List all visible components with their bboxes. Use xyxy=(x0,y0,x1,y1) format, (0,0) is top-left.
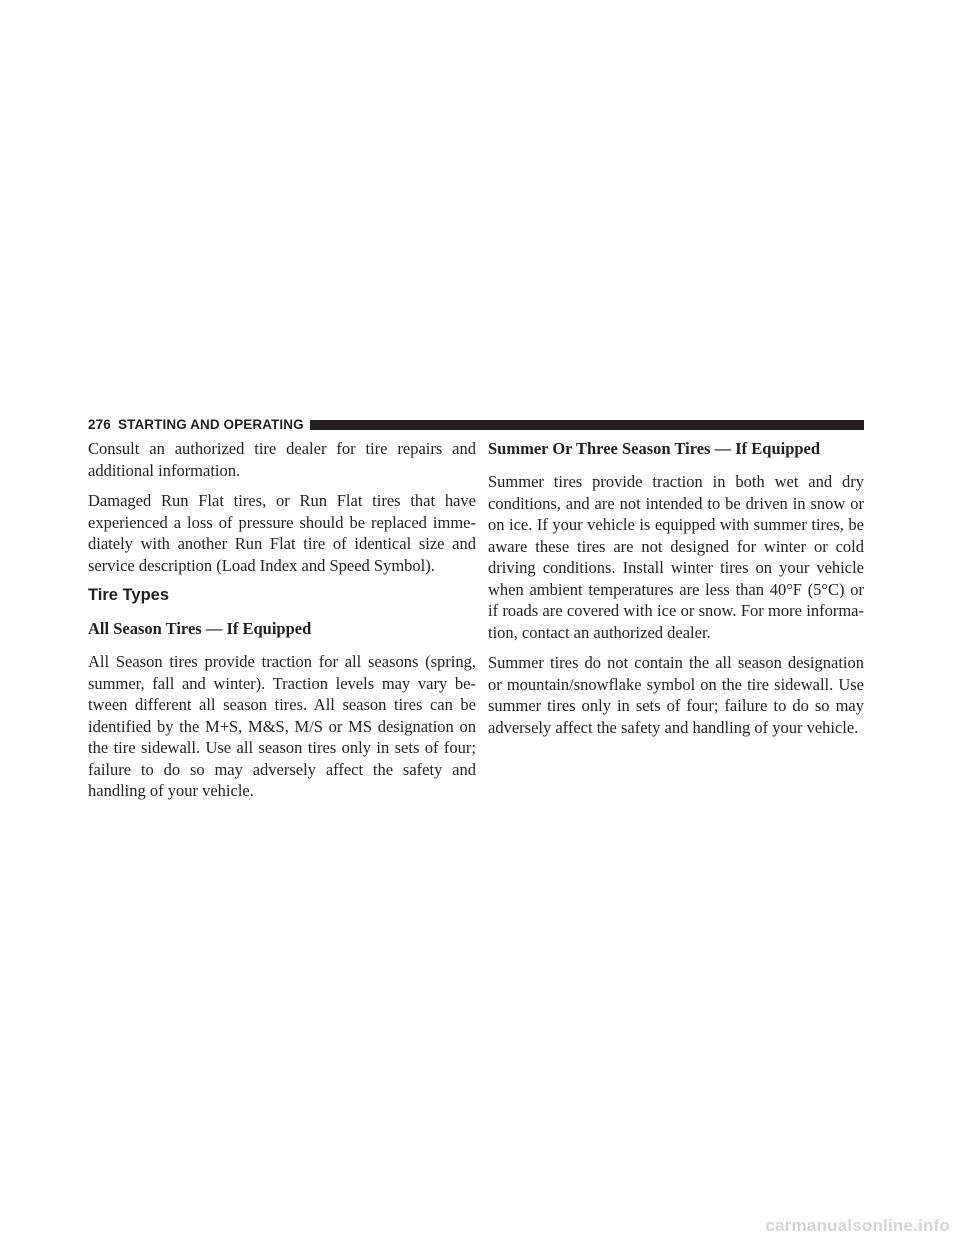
page-number: 276 xyxy=(88,417,111,432)
heading-tire-types: Tire Types xyxy=(88,586,170,604)
right-column xyxy=(488,438,864,747)
paragraph-run-flat: Damaged Run Flat tires, or Run Flat tires that have experienced a loss of pressure should be replaced imme-diately with another Run Flat tire of identical size and service description (Load Index and Speed Symbol). xyxy=(88,491,476,575)
header-rule-bar xyxy=(310,420,864,430)
section-title: STARTING AND OPERATING xyxy=(118,417,304,432)
paragraph-all-season: All Season tires provide traction for all seasons (spring, summer, fall and winter). Traction levels may vary be-tween different all season tires. All season tires can be identified by the M+S, M&S, M/S or MS designation on the tire sidewall. Use all season tires only in sets of four; failure to do so may adversely affect the safety and handling of your vehicle. xyxy=(88,652,476,800)
paragraph-consult-dealer: Consult an authorized tire dealer for tire repairs and additional information. xyxy=(88,439,476,480)
left-column xyxy=(88,438,476,811)
paragraph-summer-traction: Summer tires provide traction in both wet and dry conditions, and are not intended to be driven in snow or on ice. If your vehicle is equipped with summer tires, be aware these tires are not designed for winter or cold driving conditions. Install winter tires on your vehicle when ambient temperatures are less than 40°F (5°C) or if roads are covered with ice or snow. For more informa-tion, contact an authorized dealer. xyxy=(488,472,864,642)
paragraph-summer-designation: Summer tires do not contain the all season designation or mountain/snowflake symbol on the tire sidewall. Use summer tires only in sets of four; failure to do so may adversely affect the safety and handling of your vehicle. xyxy=(488,653,864,737)
subheading-all-season: All Season Tires — If Equipped xyxy=(88,619,312,638)
watermark-text: carmanualsonline.info xyxy=(765,1216,950,1235)
page-header xyxy=(88,416,864,434)
subheading-summer-tires: Summer Or Three Season Tires — If Equipped xyxy=(488,439,821,458)
